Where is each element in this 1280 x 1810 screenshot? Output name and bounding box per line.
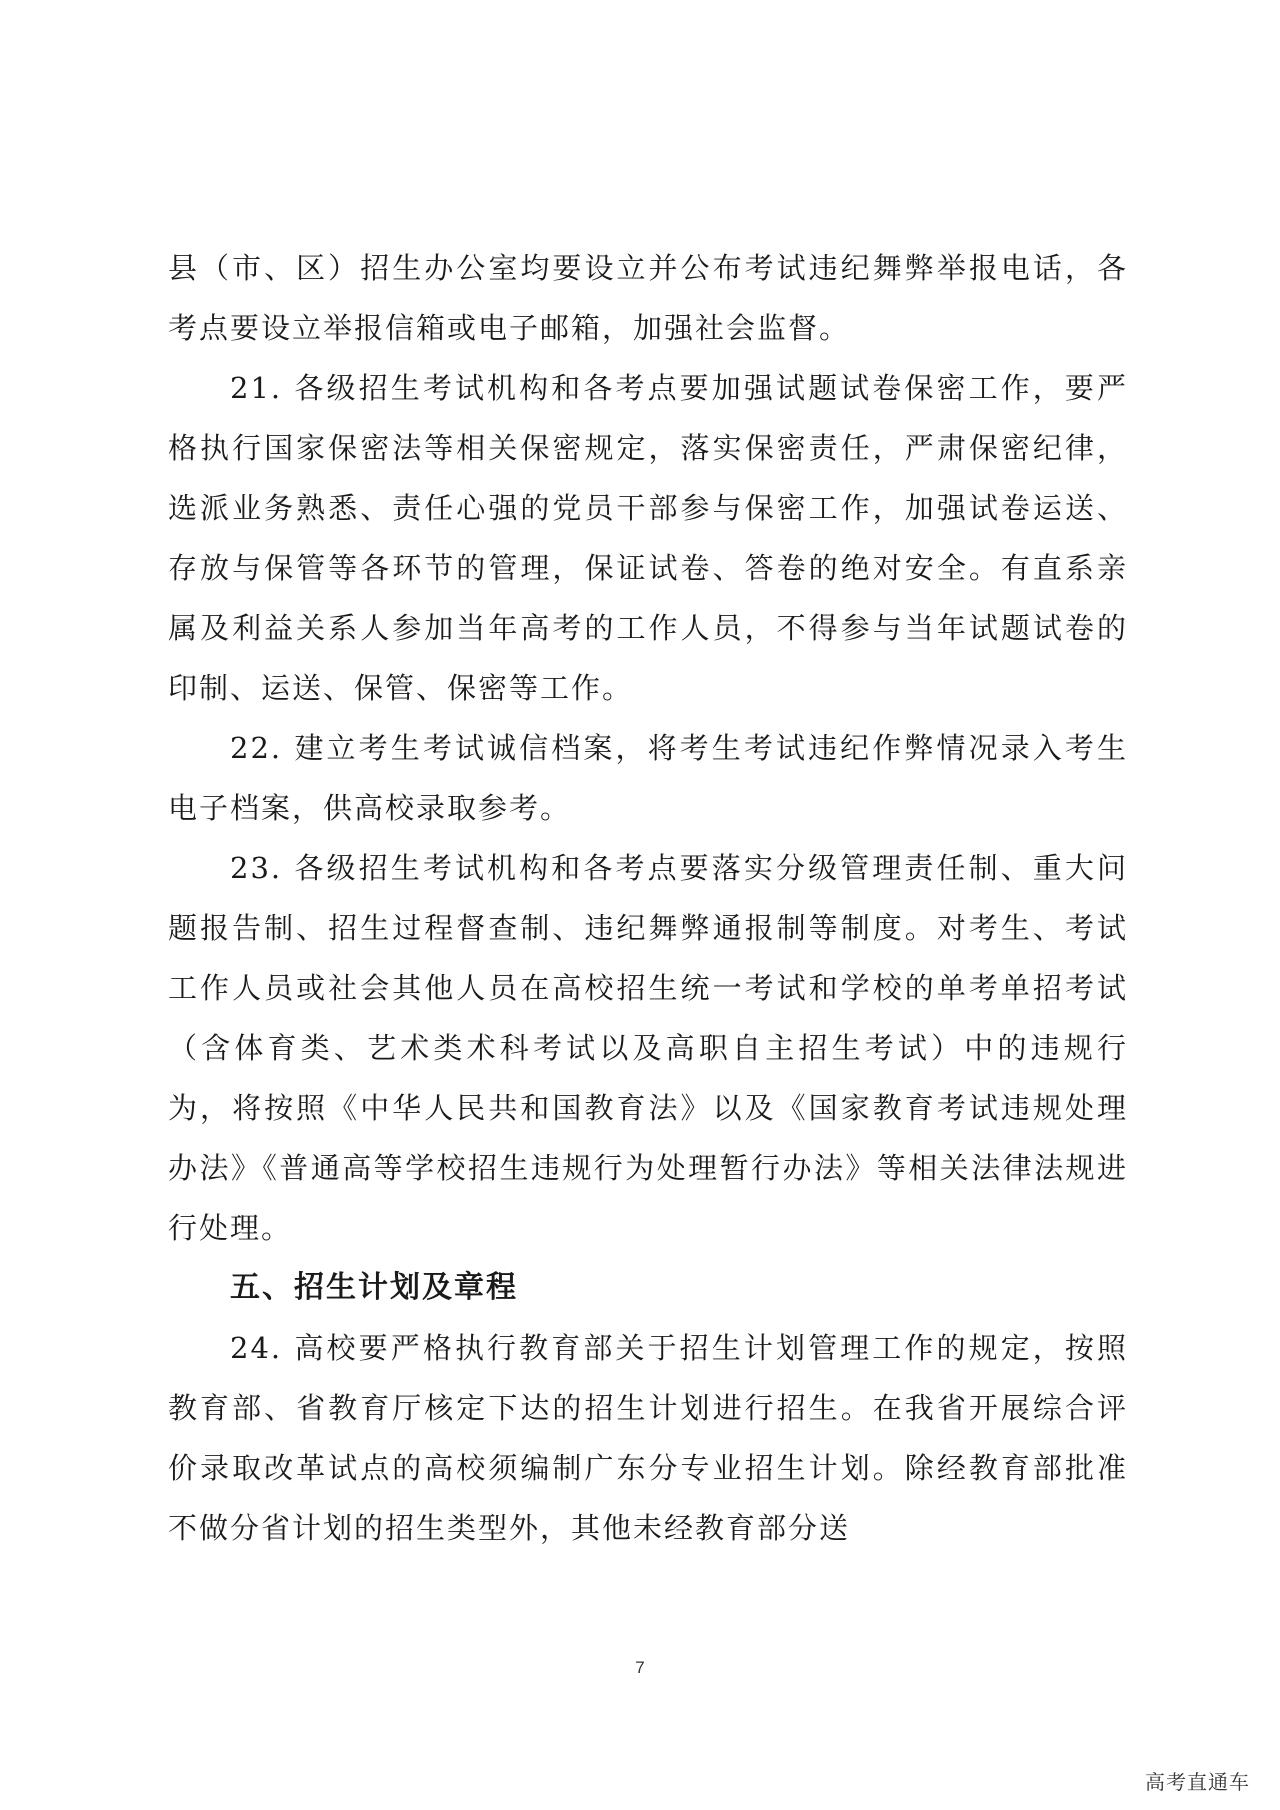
paragraph-continuation: 县（市、区）招生办公室均要设立并公布考试违纪舞弊举报电话，各考点要设立举报信箱或电子邮箱，加强社会监督。: [168, 251, 1128, 345]
paragraph-21: 21. 各级招生考试机构和各考点要加强试题试卷保密工作，要严格执行国家保密法等相关保密规定，落实保密责任，严肃保密纪律，选派业务熟悉、责任心强的党员干部参与保密工作，加强试卷运送、存放与保管等各环节的管理，保证试卷、答卷的绝对安全。有直系亲属及利益关系人参加当年高考的工作人员，不得参与当年试题试卷的印制、运送、保管、保密等工作。: [168, 371, 1128, 705]
page-number: 7: [635, 1658, 645, 1677]
section-heading: 五、招生计划及章程: [230, 1270, 518, 1305]
paragraph-24: 24. 高校要严格执行教育部关于招生计划管理工作的规定，按照教育部、省教育厅核定下达的招生计划进行招生。在我省开展综合评价录取改革试点的高校须编制广东分专业招生计划。除经教育部批准不做分省计划的招生类型外，其他未经教育部分送: [168, 1331, 1128, 1545]
paragraph-22: 22. 建立考生考试诚信档案，将考生考试违纪作弊情况录入考生电子档案，供高校录取参考。: [168, 731, 1128, 825]
document-body: [168, 238, 1128, 1558]
paragraph-23: 23. 各级招生考试机构和各考点要落实分级管理责任制、重大问题报告制、招生过程督查制、违纪舞弊通报制等制度。对考生、考试工作人员或社会其他人员在高校招生统一考试和学校的单考单招考试（含体育类、艺术类术科考试以及高职自主招生考试）中的违规行为，将按照《中华人民共和国教育法》以及《国家教育考试违规处理办法》《普通高等学校招生违规行为处理暂行办法》等相关法律法规进行处理。: [168, 851, 1128, 1245]
watermark-text: 高考直通车: [1145, 1770, 1250, 1794]
